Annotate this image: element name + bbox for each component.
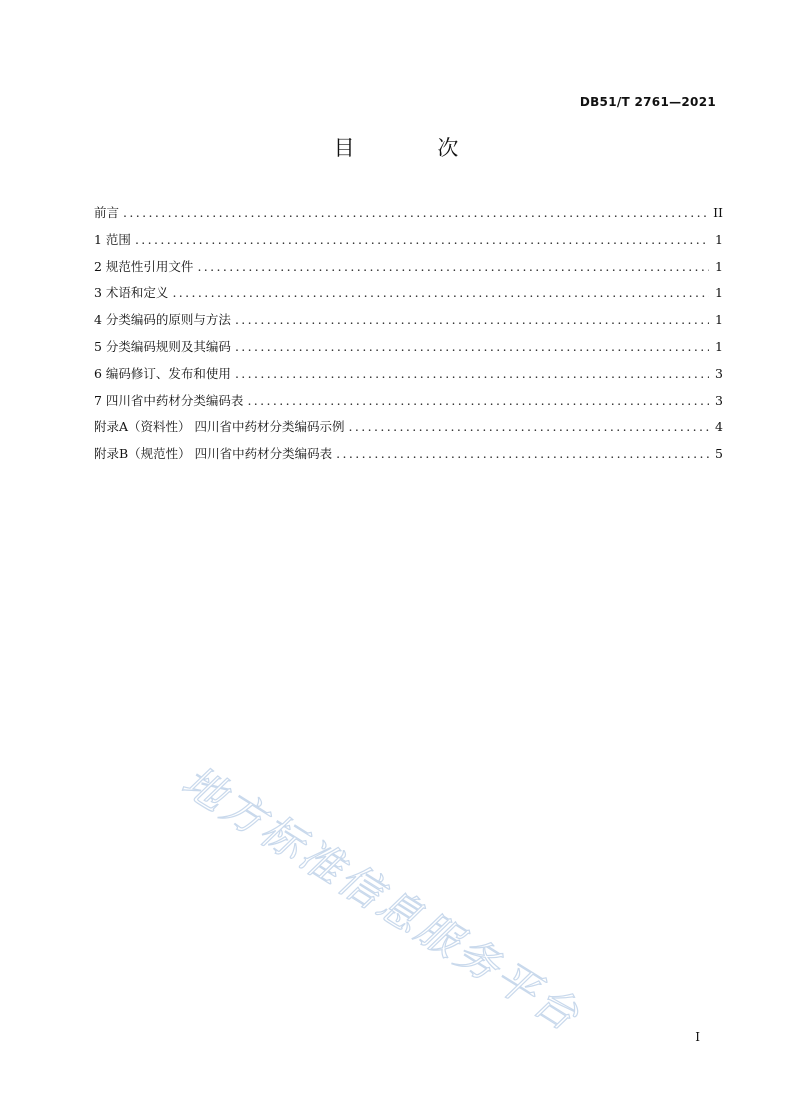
toc-entry-page: 1 (715, 312, 723, 328)
toc-entry-appendix-b[interactable] (94, 444, 723, 471)
toc-leader-dots (247, 393, 709, 408)
toc-leader-dots (197, 259, 709, 274)
toc-entry-label: 附录A（资料性） 四川省中药材分类编码示例 (94, 419, 345, 435)
toc-leader-dots (235, 339, 709, 354)
document-id: DB51/T 2761—2021 (579, 95, 716, 109)
toc-entry-coding-rules[interactable] (94, 337, 723, 364)
toc-entry-page: 3 (715, 392, 723, 408)
toc-entry-revision-release[interactable] (94, 364, 723, 391)
toc-entry-page: 3 (715, 365, 723, 381)
toc-entry-label: 2 规范性引用文件 (94, 258, 194, 274)
toc-leader-dots (235, 312, 709, 327)
toc-entry-label: 前言 (94, 205, 120, 220)
toc-leader-dots (349, 419, 709, 434)
toc-entry-label: 4 分类编码的原则与方法 (94, 312, 231, 328)
toc-entry-page: 5 (715, 446, 723, 462)
toc-leader-dots (123, 205, 709, 220)
toc-entry-code-table[interactable] (94, 391, 723, 418)
toc-leader-dots (172, 285, 709, 300)
toc-entry-label: 附录B（规范性） 四川省中药材分类编码表 (94, 446, 333, 462)
toc-entry-label: 6 编码修订、发布和使用 (94, 365, 231, 381)
toc-entry-label: 1 范围 (94, 231, 131, 247)
toc-leader-dots (135, 232, 709, 247)
toc-leader-dots (235, 366, 709, 381)
toc-entry-page: II (713, 205, 723, 220)
toc-leader-dots (336, 446, 709, 461)
toc-entry-page: 1 (715, 258, 723, 274)
toc-entry-terms-definitions[interactable] (94, 283, 723, 310)
toc-entry-normative-references[interactable] (94, 257, 723, 284)
table-of-contents (94, 203, 723, 471)
toc-entry-page: 1 (715, 231, 723, 247)
toc-entry-foreword[interactable] (94, 203, 723, 230)
watermark: 地方标准信息服务平台 (173, 756, 590, 1042)
page-title: 目 次 (333, 136, 497, 160)
toc-entry-page: 4 (715, 419, 723, 435)
toc-entry-principles-methods[interactable] (94, 310, 723, 337)
toc-entry-appendix-a[interactable] (94, 417, 723, 444)
toc-entry-label: 3 术语和定义 (94, 285, 169, 301)
toc-entry-page: 1 (715, 338, 723, 354)
toc-entry-label: 5 分类编码规则及其编码 (94, 338, 231, 354)
toc-entry-label: 7 四川省中药材分类编码表 (94, 392, 244, 408)
toc-entry-page: 1 (715, 285, 723, 301)
toc-entry-scope[interactable] (94, 230, 723, 257)
page-number: I (695, 1030, 700, 1044)
